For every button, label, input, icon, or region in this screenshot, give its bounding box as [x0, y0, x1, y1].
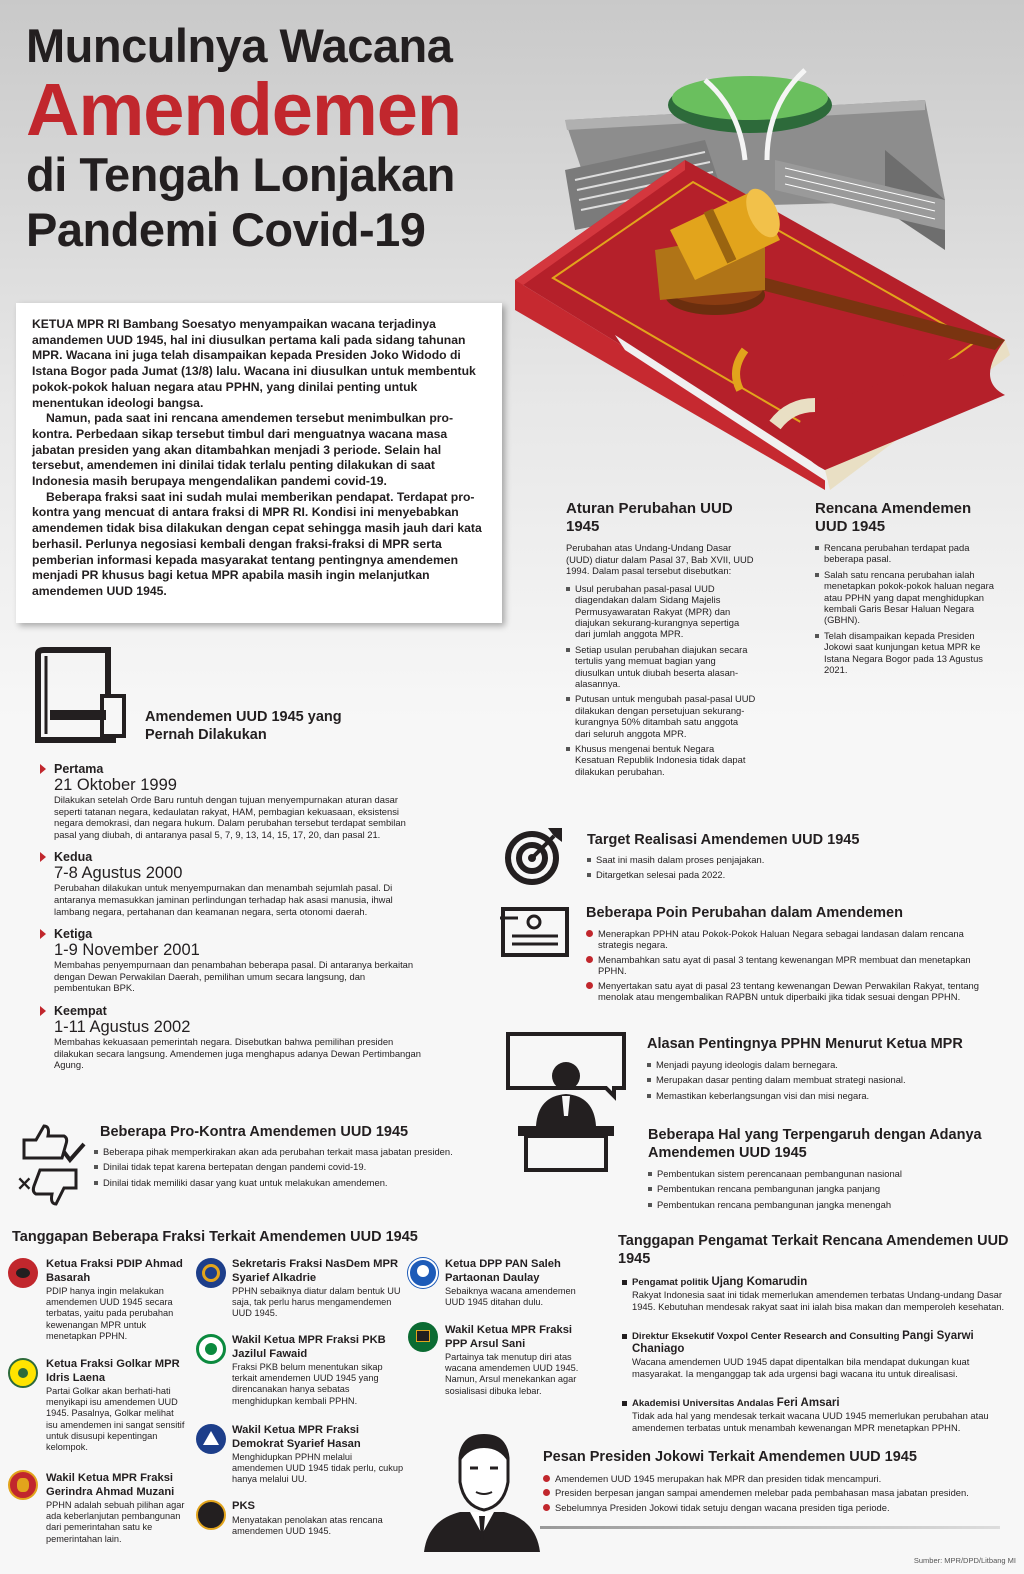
terpengaruh-list: [648, 1168, 1010, 1210]
gerindra-logo-icon: [8, 1470, 38, 1500]
svg-text:×: ×: [16, 1171, 33, 1195]
intro-paragraph-3: Beberapa fraksi saat ini sudah mulai memberikan pendapat. Terdapat pro-kontra yang mencuat di antara fraksi di MPR RI. Kondisi ini menyebabkan amendemen tidak bisa dilakukan dengan cepat sehingga masih jauh dari kata berhasil. Perlunya negosiasi kembali dengan fraksi-fraksi di MPR serta pemberian informasi kepada masyarakat tentang pentingnya amendemen menjadi PR khusus bagi ketua MPR apabila masih ingin melanjutkan amendemen UUD 1945.: [32, 489, 482, 598]
fraksi-item: [232, 1258, 404, 1320]
list-item: Putusan untuk mengubah pasal-pasal UUD dilakukan dengan persetujuan sekurang-kurangnya 50% ditambah satu anggota dari seluruh anggota MPR.: [566, 693, 756, 739]
alasan-title: Alasan Pentingnya PPHN Menurut Ketua MPR: [647, 1036, 963, 1052]
target-icon: [504, 824, 566, 886]
fraksi-item: [232, 1334, 404, 1407]
poin-title: Beberapa Poin Perubahan dalam Amendemen: [586, 905, 903, 921]
alasan-list: [647, 1059, 1007, 1101]
history-list: [54, 762, 424, 1071]
fraksi-item: [445, 1258, 595, 1308]
list-item: Setiap usulan perubahan diajukan secara tertulis yang memuat bagian yang diusulkan untuk diubah beserta alasan-alasannya.: [566, 644, 756, 690]
title-line-4: Pandemi Covid-19: [26, 203, 426, 256]
fraksi-statement: Partai Golkar akan berhati-hati menyikapi isu amendemen UUD 1945. Pasalnya, Golkar melihat isu amendemen ini sangat sensitif untuk disusupi kepentingan kelompok.: [46, 1386, 185, 1453]
terpengaruh-section: [648, 1126, 1010, 1214]
fraksi-statement: Menyatakan penolakan atas rencana amendemen UUD 1945.: [232, 1514, 383, 1536]
rencana-amendemen-section: [815, 500, 995, 679]
list-item: Dinilai tidak memiliki dasar yang kuat untuk melakukan amendemen.: [94, 1177, 484, 1188]
target-list: [587, 854, 1007, 881]
page-title: [26, 19, 462, 256]
rencana-title: Rencana Amendemen UUD 1945: [815, 500, 972, 535]
fraksi-name: Wakil Ketua MPR Fraksi PKB Jazilul Fawaid: [232, 1334, 386, 1360]
history-title: Amendemen UUD 1945 yang Pernah Dilakukan: [145, 709, 342, 743]
list-item: Menjadi payung ideologis dalam bernegara.: [647, 1059, 1007, 1070]
book-gavel-outline-icon: [32, 646, 136, 746]
list-item: Ditargetkan selesai pada 2022.: [587, 869, 1007, 880]
pengamat-section: [618, 1232, 1010, 1268]
aturan-title: Aturan Perubahan UUD 1945: [566, 500, 733, 535]
pengamat-statement: Rakyat Indonesia saat ini tidak memerlukan amendemen terbatas Undang-undang Dasar 1945. Kebutuhan mendesak rakyat saat ini ialah bisa makan dan memperoleh kesehatan.: [632, 1289, 1005, 1312]
fraksi-statement: Partainya tak menutup diri atas wacana amendemen UUD 1945. Namun, Arsul menekankan agar sosialisasi dibuka lebar.: [445, 1352, 579, 1396]
president-portrait-icon: [420, 1428, 544, 1552]
target-title: Target Realisasi Amendemen UUD 1945: [587, 832, 860, 848]
pengamat-statement: Wacana amendemen UUD 1945 dapat dipentalkan bila mendapat dukungan kuat masyarakat. Ia menganggap tak ada urgensi bagi wacana itu untuk direalisasi.: [632, 1356, 970, 1379]
history-desc: Membahas penyempurnaan dan penambahan beberapa pasal. Di antaranya berkaitan dengan Dewan Perwakilan Daerah, pemilihan umum secara langsung, dan pembentukan BPK.: [54, 959, 414, 994]
pan-logo-icon: [408, 1258, 438, 1288]
list-item: Memastikan keberlangsungan visi dan misi negara.: [647, 1090, 1007, 1101]
history-label: Ketiga: [54, 927, 93, 942]
fraksi-item: [232, 1424, 404, 1486]
list-item: Beberapa pihak memperkirakan akan ada perubahan terkait masa jabatan presiden.: [94, 1146, 484, 1157]
prokontra-title: Beberapa Pro-Kontra Amendemen UUD 1945: [100, 1124, 409, 1140]
fraksi-name: Ketua DPP PAN Saleh Partaonan Daulay: [445, 1258, 561, 1284]
list-item: Pembentukan rencana pembangunan jangka menengah: [648, 1199, 1010, 1210]
pengamat-heading: Akademisi Universitas Andalas Feri Amsari: [632, 1397, 840, 1410]
intro-paragraph-2: Namun, pada saat ini rencana amendemen tersebut menimbulkan pro-kontra. Perbedaan sikap tersebut timbul dari menguatnya wacana masa jabatan presiden yang akan ditambahkan menjadi 3 periode. Selain hal tersebut, amendemen ini dinilai tidak terlalu penting dilakukan di saat Indonesia masih berupaya mengendalikan pandemi covid-19.: [32, 411, 454, 489]
title-line-1: Munculnya Wacana: [26, 19, 453, 72]
pengamat-statement: Tidak ada hal yang mendesak terkait wacana UUD 1945 memerlukan perubahan atau amendemen terbatas untuk menambah kewenangan MPR menetapkan PPHN.: [632, 1410, 989, 1433]
poin-perubahan-section: [586, 904, 1000, 1005]
pks-logo-icon: [196, 1500, 226, 1530]
history-item: [54, 927, 424, 994]
source-note: Sumber: MPR/DPD/Litbang MI: [913, 1556, 1016, 1565]
demokrat-logo-icon: [196, 1424, 226, 1454]
presiden-list: [543, 1473, 1003, 1513]
fraksi-statement: Fraksi PKB belum menentukan sikap terkait amendemen UUD 1945 yang direncanakan hanya sebatas menghidupkan kembali PPHN.: [232, 1362, 383, 1406]
presiden-section: [543, 1448, 1003, 1516]
golkar-logo-icon: [8, 1358, 38, 1388]
fraksi-statement: PDIP hanya ingin melakukan amendemen UUD 1945 secara terbatas, yaitu pada perubahan kewenangan MPR untuk menetapkan PPHN.: [46, 1286, 174, 1341]
fraksi-name: Ketua Fraksi PDIP Ahmad Basarah: [46, 1258, 183, 1284]
history-label: Pertama: [54, 762, 104, 776]
thumbs-up-down-icon: [14, 1122, 86, 1208]
fraksi-statement: PPHN sebaiknya diatur dalam bentuk UU saja, tak perlu harus mengamendemen UUD 1945.: [232, 1286, 401, 1319]
list-item: Rencana perubahan terdapat pada beberapa pasal.: [815, 542, 995, 565]
list-item: Menerapkan PPHN atau Pokok-Pokok Haluan Negara sebagai landasan dalam rencana strategis negara.: [586, 928, 1000, 951]
history-label: Kedua: [54, 850, 93, 865]
history-desc: Membahas kekuasaan pemerintah negara. Disebutkan bahwa pemilihan presiden dilakukan secara langsung. Amendemen juga menghapus adanya Dewan Pertimbangan Agung.: [54, 1035, 421, 1071]
intro-paragraph-1: KETUA MPR RI Bambang Soesatyo menyampaikan wacana terjadinya amandemen UUD 1945, hal ini diusulkan pertama kali pada sidang tahunan MPR. Wacana ini juga telah disampaikan kepada Presiden Joko Widodo di Istana Bogor pada Jumat (13/8) lalu. Wacana ini diusulkan untuk membentuk pokok-pokok haluan negara atau PPHN, yang dinilai penting untuk menentukan ideologi bangsa.: [32, 317, 476, 410]
title-line-3: di Tengah Lonjakan: [26, 148, 455, 201]
pengamat-item: [622, 1330, 1016, 1379]
list-item: Pembentukan sistem perencanaan pembangunan nasional: [648, 1168, 1010, 1179]
arrow-icon: [40, 929, 46, 939]
fraksi-name: Wakil Ketua MPR Fraksi PPP Arsul Sani: [445, 1324, 573, 1350]
history-desc: Dilakukan setelah Orde Baru runtuh dengan tujuan menyempurnakan aturan dasar seperti tatanan negara, kedaulatan rakyat, HAM, pembagian kekuasaan, eksistensi negara demokrasi, dan negara hukum. Dalam perubahan tersebut terdapat sembilan pasal yang diubah, di antaranya pasal 5, 7, 9, 13, 14, 15, 17, 20, dan pasal 21.: [54, 794, 406, 840]
pengamat-heading: Direktur Eksekutif Voxpol Center Research and Consulting Pangi Syarwi Chaniago: [632, 1330, 974, 1356]
list-item: Menyertakan satu ayat di pasal 23 tentang kewenangan Dewan Perwakilan Rakyat, tentang menolak atau mengembalikan RAPBN untuk diperbaiki jika tidak sesuai dengan PPHN.: [586, 980, 1000, 1003]
list-item: Usul perubahan pasal-pasal UUD diagendakan dalam Sidang Majelis Permusyawaratan Rakyat (MPR) dan diajukan sekurang-kurangnya sepertiga dari jumlah anggota MPR.: [566, 583, 756, 640]
aturan-perubahan-section: [566, 500, 756, 781]
list-item: Dinilai tidak tepat karena bertepatan dengan pandemi covid-19.: [94, 1161, 484, 1172]
arrow-icon: [40, 1006, 46, 1016]
fraksi-statement: Menghidupkan PPHN melalui amendemen UUD 1945 tidak perlu, cukup hanya melalui UU.: [232, 1452, 404, 1485]
history-item: [54, 850, 424, 917]
fraksi-statement: PPHN adalah sebuah pilihan agar ada keberlanjutan pembangunan dari pemerintahan satu ke pemerintahan lain.: [46, 1500, 185, 1544]
history-item: [54, 762, 424, 840]
fraksi-item: [46, 1472, 186, 1545]
prokontra-list: [94, 1146, 484, 1188]
list-item: Menambahkan satu ayat di pasal 3 tentang kewenangan MPR membuat dan menetapkan PPHN.: [586, 954, 1000, 977]
fraksi-name: Wakil Ketua MPR Fraksi Gerindra Ahmad Muzani: [46, 1472, 175, 1498]
history-desc: Perubahan dilakukan untuk menyempurnakan dan menambah sejumlah pasal. Di antaranya memasukkan jaminan perlindungan terhadap hak asasi manusia, ihwal lambang negara, pertahanan dan keamanan negara, serta otonomi daerah.: [54, 882, 393, 917]
nasdem-logo-icon: [196, 1258, 226, 1288]
fraksi-name: Sekretaris Fraksi NasDem MPR Syarief Alkadrie: [232, 1258, 399, 1284]
list-item: Saat ini masih dalam proses penjajakan.: [587, 854, 1007, 865]
book-gavel-illustration: [505, 50, 1024, 500]
history-date: 7-8 Agustus 2000: [54, 864, 183, 883]
intro-text-box: [16, 303, 502, 623]
history-date: 1-11 Agustus 2002: [54, 1017, 191, 1036]
list-item: Merupakan dasar penting dalam membuat strategi nasional.: [647, 1074, 1007, 1085]
divider: [540, 1526, 1000, 1529]
pdip-logo-icon: [8, 1258, 38, 1288]
list-item: Presiden berpesan jangan sampai amendemen melebar pada pembahasan masa jabatan presiden.: [543, 1487, 1003, 1498]
rencana-list: [815, 542, 995, 675]
bullet-icon: [622, 1280, 627, 1285]
pengamat-title: Tanggapan Pengamat Terkait Rencana Amendemen UUD 1945: [618, 1233, 1009, 1267]
list-item: Telah disampaikan kepada Presiden Jokowi saat kunjungan ketua MPR ke Istana Negara Bogor pada 13 Agustus 2021.: [815, 630, 995, 676]
aturan-intro: Perubahan atas Undang-Undang Dasar (UUD) diatur dalam Pasal 37, Bab XVII, UUD 1994. Dalam pasal tersebut disebutkan:: [566, 542, 754, 577]
list-item: Salah satu rencana perubahan ialah menetapkan pokok-pokok haluan negara atau PPHN yang dapat menghidupkan kembali Garis Besar Haluan Negara (GBHN).: [815, 569, 995, 626]
fraksi-title: Tanggapan Beberapa Fraksi Terkait Amendemen UUD 1945: [12, 1229, 418, 1245]
fraksi-item: [46, 1358, 186, 1453]
list-item: Khusus mengenai bentuk Negara Kesatuan Republik Indonesia tidak dapat dilakukan perubahan.: [566, 743, 756, 777]
pengamat-heading: Pengamat politik Ujang Komarudin: [632, 1276, 808, 1288]
fraksi-name: PKS: [232, 1500, 256, 1512]
presiden-title: Pesan Presiden Jokowi Terkait Amendemen UUD 1945: [543, 1449, 917, 1465]
bullet-icon: [622, 1334, 627, 1339]
fraksi-item: [445, 1324, 595, 1397]
document-card-icon: [500, 906, 570, 958]
ppp-logo-icon: [408, 1322, 438, 1352]
alasan-pphn-section: [647, 1035, 1007, 1105]
pkb-logo-icon: [196, 1334, 226, 1364]
arrow-icon: [40, 852, 46, 862]
title-line-2: Amendemen: [26, 68, 462, 151]
fraksi-item: [232, 1500, 404, 1537]
fraksi-name: Wakil Ketua MPR Fraksi Demokrat Syarief Hasan: [232, 1424, 361, 1450]
fraksi-name: Ketua Fraksi Golkar MPR Idris Laena: [46, 1358, 180, 1384]
list-item: Pembentukan rencana pembangunan jangka panjang: [648, 1183, 1010, 1194]
list-item: Sebelumnya Presiden Jokowi tidak setuju dengan wacana presiden tiga periode.: [543, 1502, 1003, 1513]
arrow-icon: [40, 764, 46, 774]
history-item: [54, 1004, 424, 1071]
history-date: 21 Oktober 1999: [54, 776, 177, 794]
pengamat-list: [622, 1276, 1016, 1434]
pro-kontra-section: [94, 1123, 484, 1192]
speaker-podium-icon: [500, 1030, 632, 1172]
history-date: 1-9 November 2001: [54, 941, 200, 960]
bullet-icon: [622, 1401, 627, 1406]
list-item: Amendemen UUD 1945 merupakan hak MPR dan presiden tidak mencampuri.: [543, 1473, 1003, 1484]
pengamat-item: [622, 1397, 1016, 1433]
terpengaruh-title: Beberapa Hal yang Terpengaruh dengan Adanya Amendemen UUD 1945: [648, 1127, 982, 1161]
poin-list: [586, 928, 1000, 1002]
fraksi-item: [46, 1258, 186, 1342]
history-label: Keempat: [54, 1003, 107, 1018]
fraksi-statement: Sebaiknya wacana amendemen UUD 1945 ditahan dulu.: [445, 1286, 576, 1308]
target-section: [587, 831, 1007, 885]
aturan-list: [566, 583, 756, 778]
pengamat-item: [622, 1276, 1016, 1312]
